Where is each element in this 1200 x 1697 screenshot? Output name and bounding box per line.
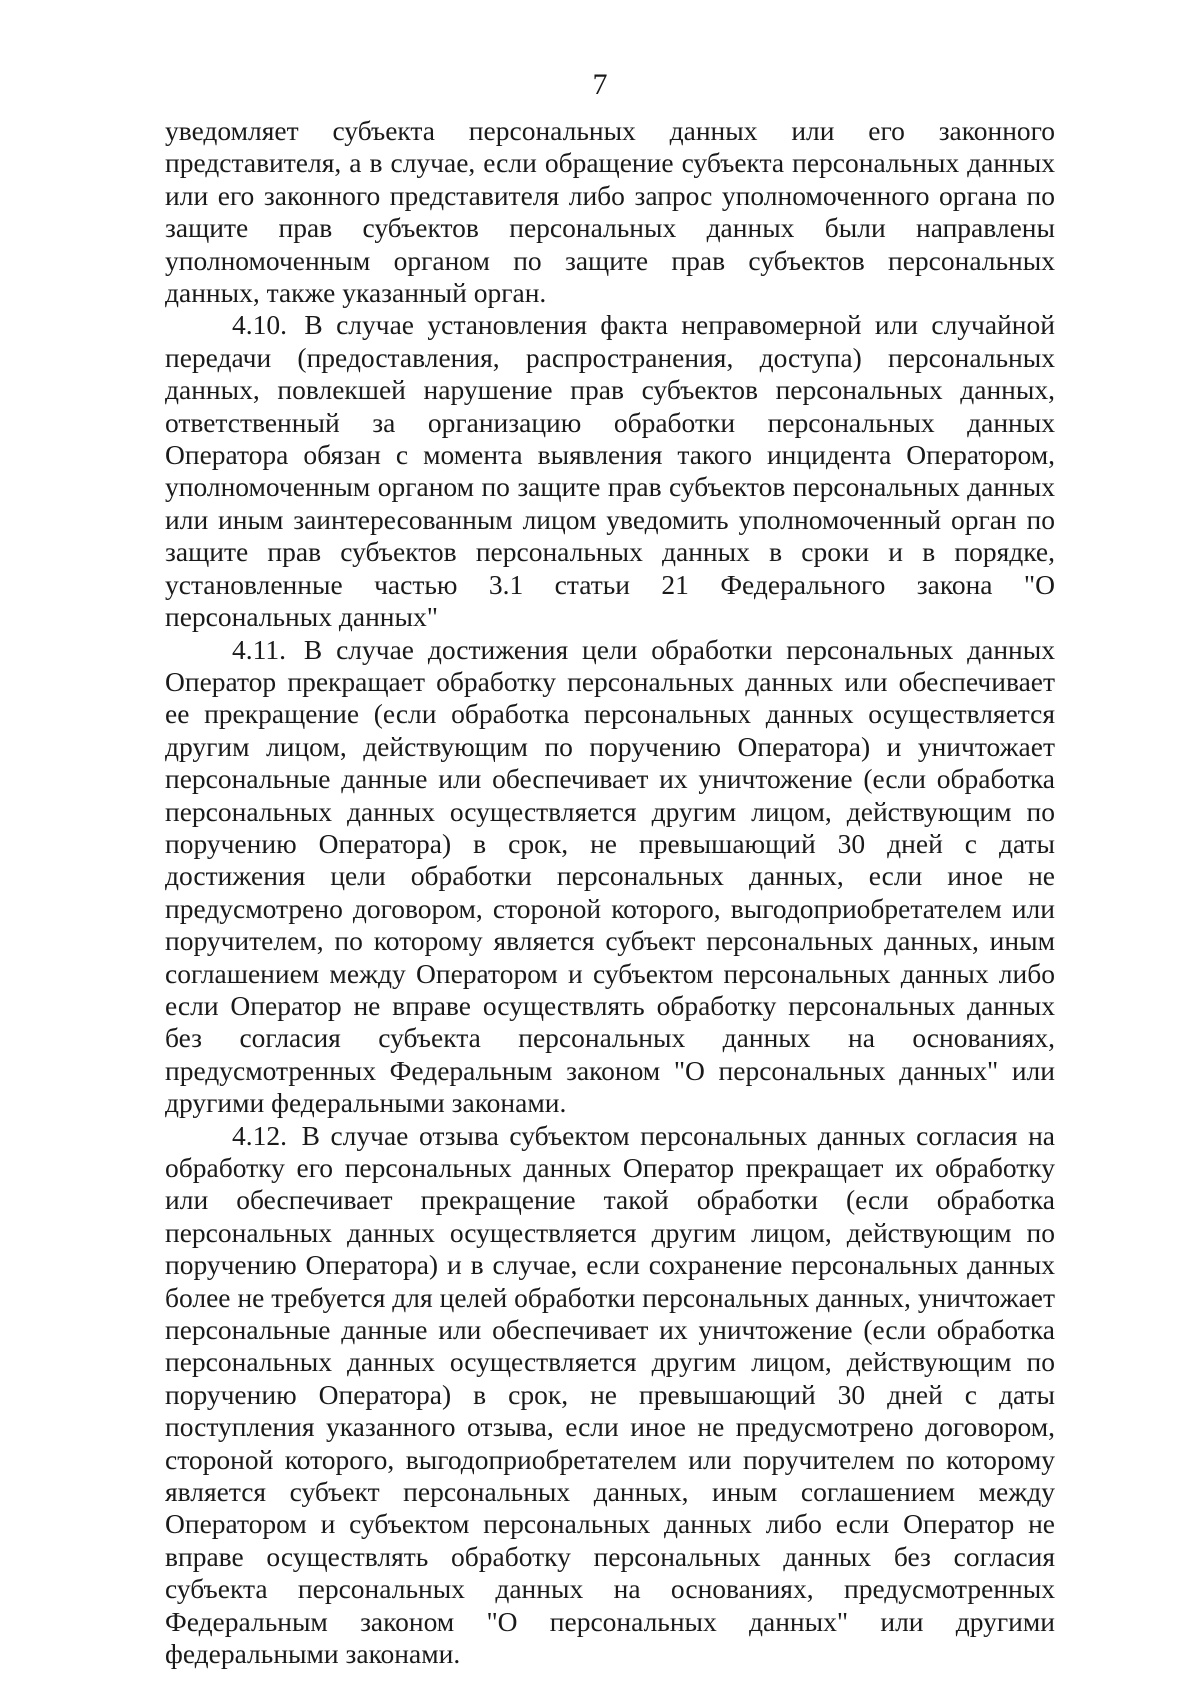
paragraph-text: В случае достижения цели обработки персональных данных Оператор прекращает обработку персональных данных или обеспечивает ее прекращение (если обработка персональных данных осуществляется другим лицом, действующим по поручению Оператора) и уничтожает персональные данные или обеспечивает их уничтожение (если обработка персональных данных осуществляется другим лицом, действующим по поручению Оператора) в срок, не превышающий 30 дней с даты достижения цели обработки персональных данных, если иное не предусмотрено договором, стороной которого, выгодоприобретателем или поручителем, по которому является субъект персональных данных, иным соглашением между Оператором и субъектом персональных данных либо если Оператор не вправе осуществлять обработку персональных данных без согласия субъекта персональных данных на основаниях, предусмотренных Федеральным законом "О персональных данных" или другими федеральными законами. bbox=[165, 633, 1056, 1119]
paragraph-number: 4.11. bbox=[232, 633, 286, 665]
paragraph-4-11 bbox=[165, 634, 1055, 1120]
paragraph-continuation bbox=[165, 115, 1055, 309]
paragraph-number: 4.12. bbox=[232, 1119, 287, 1151]
paragraph-4-10 bbox=[165, 309, 1055, 633]
paragraph-text: В случае отзыва субъектом персональных данных согласия на обработку его персональных данных Оператор прекращает их обработку или обеспечивает прекращение такой обработки (если обработка персональных данных осуществляется другим лицом, действующим по поручению Оператора) и в случае, если сохранение персональных данных более не требуется для целей обработки персональных данных, уничтожает персональные данные или обеспечивает их уничтожение (если обработка персональных данных осуществляется другим лицом, действующим по поручению Оператора) в срок, не превышающий 30 дней с даты поступления указанного отзыва, если иное не предусмотрено договором, стороной которого, выгодоприобретателем или поручителем по которому является субъект персональных данных, иным соглашением между Оператором и субъектом персональных данных либо если Оператор не вправе осуществлять обработку персональных данных без согласия субъекта персональных данных на основаниях, предусмотренных Федеральным законом "О персональных данных" или другими федеральными законами. bbox=[165, 1119, 1055, 1670]
paragraph-4-12 bbox=[165, 1120, 1055, 1671]
document-body bbox=[165, 115, 1055, 1671]
paragraph-text: уведомляет субъекта персональных данных или его законного представителя, а в случае, если обращение субъекта персональных данных или его законного представителя либо запрос уполномоченного органа по защите прав субъектов персональных данных были направлены уполномоченным органом по защите прав субъектов персональных данных, также указанный орган. bbox=[165, 115, 1055, 309]
paragraph-number: 4.10. bbox=[232, 309, 287, 341]
paragraph-text: В случае установления факта неправомерной или случайной передачи (предоставления, распространения, доступа) персональных данных, повлекшей нарушение прав субъектов персональных данных, ответственный за организацию обработки персональных данных Оператора обязан с момента выявления такого инцидента Оператором, уполномоченным органом по защите прав субъектов персональных данных или иным заинтересованным лицом уведомить уполномоченный орган по защите прав субъектов персональных данных в сроки и в порядке, установленные частью 3.1 статьи 21 Федерального закона "О персональных данных" bbox=[165, 309, 1055, 633]
page-number: 7 bbox=[592, 68, 608, 101]
